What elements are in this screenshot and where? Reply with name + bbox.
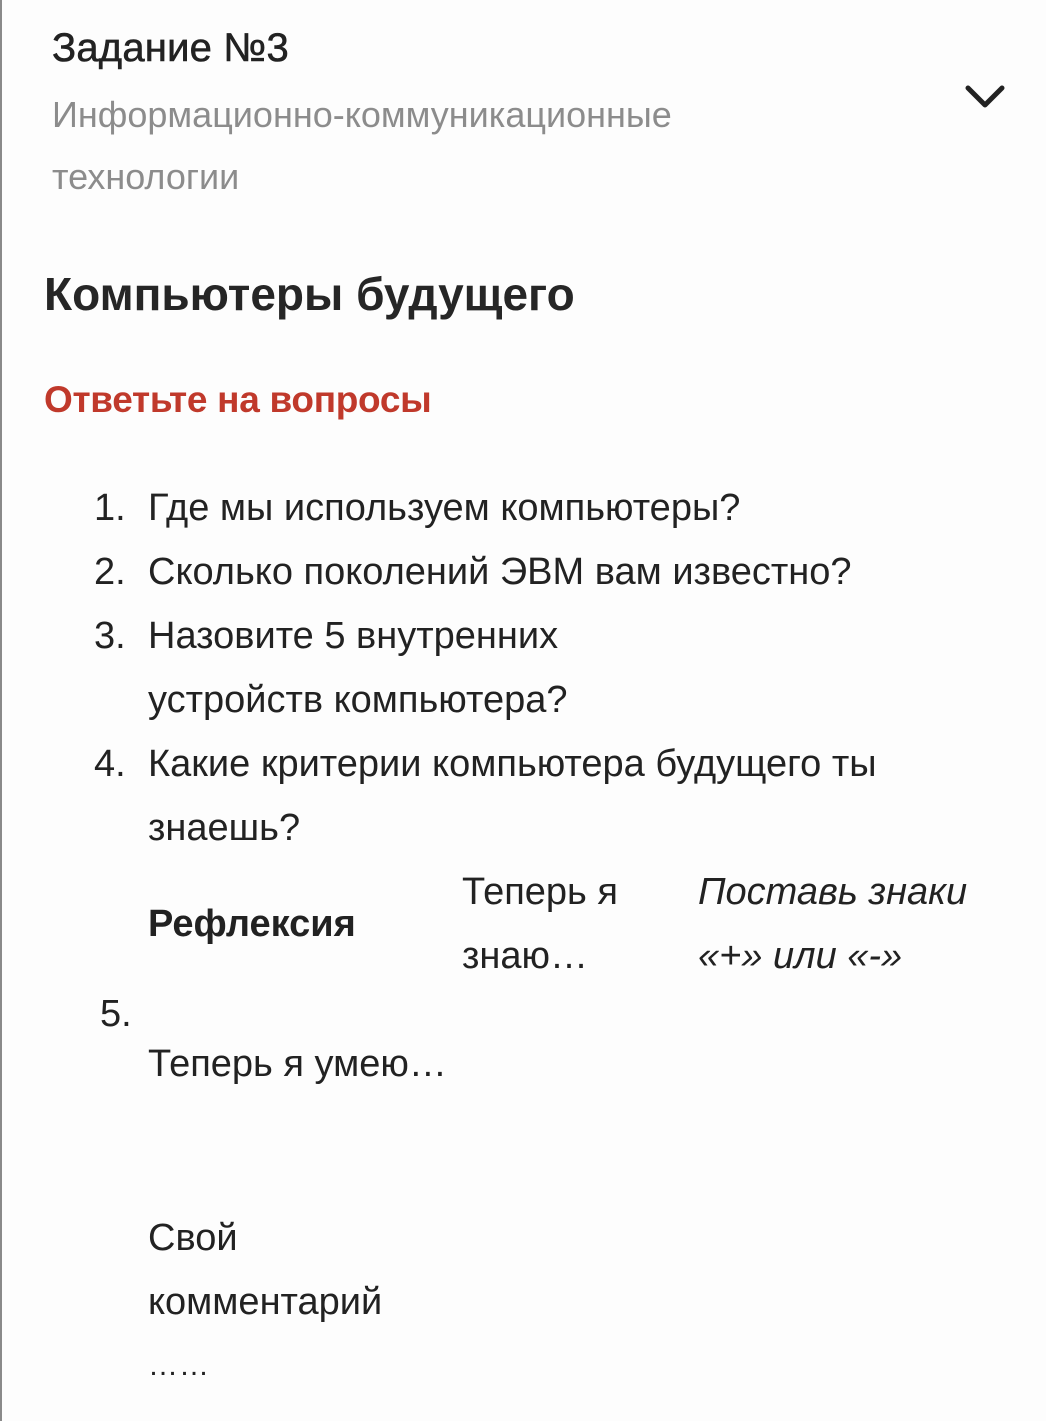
put-signs-cell: Поставь знаки «+» или «-» bbox=[698, 871, 968, 977]
task-header[interactable] bbox=[52, 22, 952, 208]
question-text: Сколько поколений ЭВМ вам известно? bbox=[148, 551, 852, 593]
question-number: 2. bbox=[94, 551, 126, 593]
question-number: 3. bbox=[94, 615, 126, 657]
list-item bbox=[94, 476, 1014, 540]
question-text: Назовите 5 внутренних устройств компьютера? bbox=[148, 615, 568, 721]
list-item bbox=[94, 540, 1014, 604]
task-subtitle: Информационно-коммуникационные технологии bbox=[52, 94, 672, 197]
own-comment-cell: Свой комментарий bbox=[148, 1217, 383, 1323]
list-item bbox=[94, 732, 1014, 860]
question-list bbox=[94, 476, 1014, 860]
reflection-table bbox=[148, 860, 1028, 988]
list-item bbox=[94, 604, 1014, 732]
reflection-label: Рефлексия bbox=[148, 903, 356, 945]
question-number: 5. bbox=[100, 993, 132, 1035]
question-text: Где мы используем компьютеры? bbox=[148, 487, 741, 529]
chevron-down-icon[interactable] bbox=[960, 76, 1010, 116]
task-title: Задание №3 bbox=[52, 26, 289, 70]
question-number: 4. bbox=[94, 743, 126, 785]
question-text: Какие критерии компьютера будущего ты знаешь? bbox=[148, 743, 877, 849]
instruction-heading: Ответьте на вопросы bbox=[44, 379, 432, 420]
now-i-know-cell: Теперь я знаю… bbox=[462, 871, 618, 977]
reflection-row bbox=[148, 860, 1028, 988]
now-i-can-cell: Теперь я умею… bbox=[148, 1043, 447, 1085]
section-title: Компьютеры будущего bbox=[44, 268, 575, 320]
comment-placeholder-dots: …… bbox=[148, 1349, 210, 1382]
question-number: 1. bbox=[94, 487, 126, 529]
